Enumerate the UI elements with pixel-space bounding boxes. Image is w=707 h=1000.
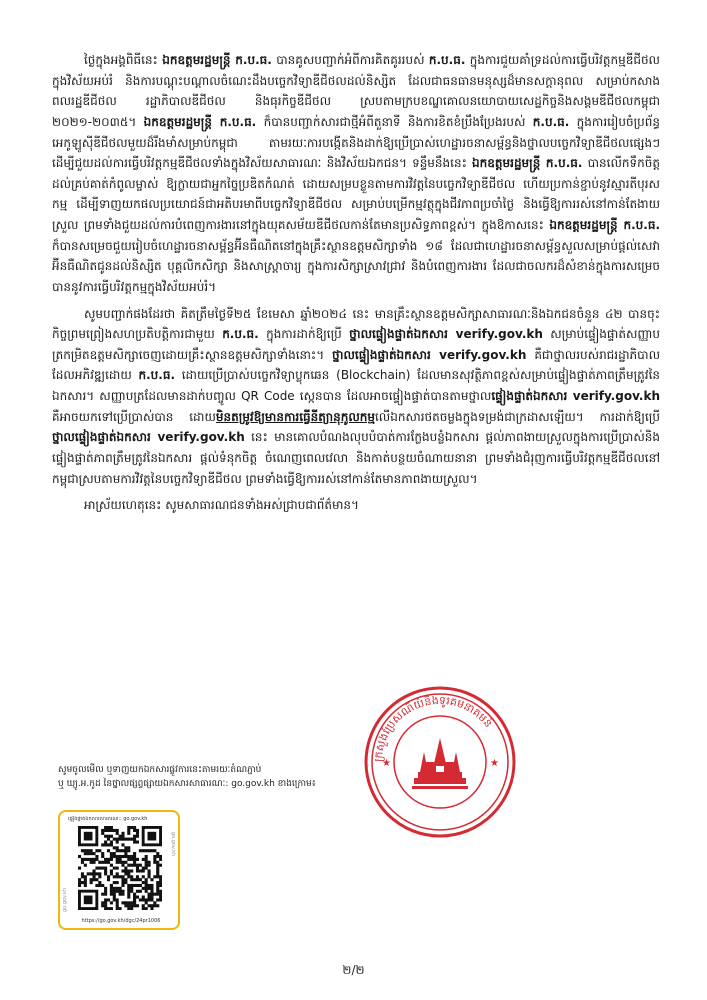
svg-text:★: ★ bbox=[490, 758, 499, 769]
bold-text-segment: ឯកឧត្តមរដ្ឋមន្ត្រី ក.ប.ធ. bbox=[162, 53, 272, 67]
bold-text-segment: មិនតម្រូវឱ្យមានការធ្វើនីត្យានុកូលកម្ម bbox=[215, 409, 375, 424]
bold-text-segment: ក.ប.ធ. bbox=[138, 368, 176, 383]
text-segment: ដោយប្រើប្រាស់បច្ចេកវិទ្យាប្លុកឆេន (Blockchain) ដែលមានសុវត្ថិភាពខ្ពស់សម្រាប់ផ្ទៀងផ្ទាត់ភាពត្រឹមត្រូវនៃឯកសារ។ សញ្ញាបត្រដែលមានដាក់បញ្ចូល QR Code ស្កេនបាន ដែលអាចផ្ទៀងផ្ទាត់បានតាមថ្នាល bbox=[52, 368, 660, 403]
bold-text-segment: ឯកឧត្តមរដ្ឋមន្ត្រី ក.ប.ធ. bbox=[549, 218, 660, 232]
text-segment: បានលើកទឹកចិត្តដល់គ្រប់គាត់កំពូលម្ចាស់ ឱ្យក្លាយជាអ្នកច្នៃប្រឌិតកំណត់ ដោយសម្របខ្លួនតាមការវិវត្តនៃបច្ចេកវិទ្យាឌីជីថល ហើយប្រកាន់ខ្ជាប់នូវស្មារតីបុរសកម្ម ដើម្បីទាញយកផលប្រយោជន៍ជាអតិបរមាពីបច្ចេកវិទ្យាឌីជីថល សម្រាប់បម្រើកម្មវត្ថុក្នុងជីវភាពប្រចាំថ្ងៃ និងធ្វើឱ្យការរស់នៅកាន់តែងាយស្រួល ព្រមទាំងជួយដល់ការបំពេញការងារនៅក្នុងយុគសម័យឌីជីថលកាន់តែមានប្រសិទ្ធភាពខ្ពស់។ ក្នុងឱកាសនេះ bbox=[52, 156, 660, 232]
seal-ring-text: ក្រសួងប្រៃសណីយ៍និងទូរគមនាគមន៍ bbox=[371, 693, 495, 763]
text-segment: នេះ មានគោលបំណងលុបបំបាត់ការក្លែងបន្លំឯកសារ ផ្ដល់ភាពងាយស្រួលក្នុងការប្រើប្រាស់និងផ្ទៀងផ្ទាត់ភាពត្រឹមត្រូវនៃឯកសារ ផ្ដល់ទំនុកចិត្ត ចំណេញពេលវេលា និងកាត់បន្ថយចំណាយនានា ព្រមទាំងជំរុញការធ្វើបរិវត្តកម្មឌីជីថលនៅកម្ពុជាស្របតាមការវិវត្តនៃបច្ចេកវិទ្យាឌីជីថល ព្រមទាំងធ្វើឱ្យការរស់នៅកាន់តែមានភាពងាយស្រួល។ bbox=[52, 430, 660, 486]
press-release-body bbox=[52, 50, 660, 528]
qr-url[interactable]: https://go.gov.kh/dgc/24pr1006 bbox=[81, 918, 161, 924]
bold-text-segment: ក.ប.ធ. bbox=[222, 327, 259, 342]
text-segment: គឺជាថ្នាលរបស់រាជរដ្ឋាភិបាល ដែលអភិវឌ្ឍដោយ bbox=[52, 347, 661, 383]
page-number: ២/២ bbox=[342, 963, 365, 977]
qr-caption: ផ្ទៀងផ្ទាត់ឯកសារសាធារណៈ: go.gov.kh bbox=[68, 816, 148, 822]
text-segment: ក្នុងការជួយគាំទ្រដល់ការធ្វើបរិវត្តកម្មឌីជីថលក្នុងវិស័យអប់រំ និងការបណ្ដុះបណ្ដាលចំណេះដឹងបច្ចេកវិទ្យាឌីជីថលដល់និស្សិត ដែលជាធនធានមនុស្សដ៏មានសក្តានុពល សម្រាប់កសាងពលរដ្ឋឌីជីថល រដ្ឋាភិបាលឌីជីថល និងធុរកិច្ចឌីជីថល ស្របតាមក្របខណ្ឌគោលនយោបាយសេដ្ឋកិច្ចនិងសង្គមឌីជីថលកម្ពុជា ២០២១-២០៣៥។ bbox=[52, 53, 660, 129]
bold-text-segment: ថ្នាលផ្ទៀងផ្ទាត់ឯកសារ verify.gov.kh bbox=[332, 347, 527, 362]
text-segment: លើឯកសារថតចម្លងក្នុងទម្រង់ជាក្រដាសឡើយ។ ការដាក់ឱ្យប្រើ bbox=[374, 409, 660, 424]
note-line: ឬ ឃ្យូ.អ.កូដ នៃថ្នាលផ្សព្វផ្សាយឯកសារសាធារណៈ: go.gov.kh ខាងក្រោម៖ bbox=[58, 778, 316, 789]
ministry-seal-icon bbox=[360, 682, 520, 842]
qr-side-label-right: go.gov.kh bbox=[170, 832, 176, 857]
qr-code-icon[interactable] bbox=[78, 826, 162, 910]
bold-text-segment: ថ្នាលផ្ទៀងផ្ទាត់ឯកសារ verify.gov.kh bbox=[52, 430, 245, 445]
text-segment: បានគូសបញ្ជាក់អំពីការគិតគូររបស់ bbox=[271, 53, 429, 67]
paragraph-ceremony bbox=[52, 50, 660, 298]
text-segment: សូមបញ្ជាក់ផងដែរថា គិតត្រឹមថ្ងៃទី២៥ ខែមេសា ឆ្នាំ២០២៤ នេះ មានគ្រឹះស្ថានឧត្តមសិក្សាសាធារណៈនិងឯកជនចំនួន ៤២ បានចុះកិច្ចព្រមព្រៀងសហប្រតិបត្តិការជាមួយ bbox=[52, 306, 660, 342]
bold-text-segment: ឯកឧត្តមរដ្ឋមន្ត្រី ក.ប.ធ. bbox=[143, 114, 257, 129]
closing-statement: អាស្រ័យហេតុនេះ សូមសាធារណជនទាំងអស់ជ្រាបជាព័ត៌មាន។ bbox=[84, 498, 359, 513]
text-segment: គឺអាចយកទៅប្រើប្រាស់បាន ដោយ bbox=[52, 409, 216, 424]
svg-text:★: ★ bbox=[382, 758, 391, 769]
bold-text-segment: ក.ប.ធ. bbox=[428, 53, 466, 67]
text-segment: ថ្ងៃក្នុងអង្គពិធីនេះ bbox=[84, 53, 163, 67]
bold-text-segment: ឯកឧត្តមរដ្ឋមន្ត្រី ក.ប.ធ. bbox=[472, 156, 583, 171]
text-segment: ក៏បានសម្រេចជួយរៀបចំហេដ្ឋារចនាសម្ព័ន្ធអ៊ីនធឺណិតនៅក្នុងគ្រឹះស្ថានឧត្តមសិក្សាទាំង ១៨ ដែលជាហេដ្ឋារចនាសម្ព័ន្ធសួលសម្រាប់ផ្ដល់សេវាអ៊ីនធឺណិតជូនដល់និស្សិត បុគ្គលិកសិក្សា និងសាស្ត្រាចារ្យ ក្នុងការសិក្សាស្រាវជ្រាវ និងបំពេញការងារ ដែលជាចលករដ៏សំខាន់ក្នុងការសម្រេចបាននូវការធ្វើបរិវត្តកម្មក្នុងវិស័យអប់រំ។ bbox=[52, 238, 660, 294]
bold-text-segment: ថ្នាលផ្ទៀងផ្ទាត់ឯកសារ verify.gov.kh bbox=[349, 327, 543, 342]
qr-code-card[interactable] bbox=[58, 810, 180, 930]
bold-text-segment: ផ្ទៀងផ្ទាត់ឯកសារ verify.gov.kh bbox=[491, 389, 660, 403]
qr-side-label-left: go.gov.kh bbox=[62, 887, 68, 912]
note-line: សូមចូលមើល ឬទាញយកឯកសារផ្លូវការនេះតាមរយៈតំណភ្ជាប់ bbox=[58, 765, 262, 775]
text-segment: សម្រាប់ផ្ទៀងផ្ទាត់សញ្ញាបត្រកម្រិតឧត្តមសិក្សាចេញដោយគ្រឹះស្ថានឧត្តមសិក្សាទាំងនោះ។ bbox=[52, 327, 661, 362]
svg-text:ក្រសួងប្រៃសណីយ៍និងទូរគមនាគមន៍ bbox=[372, 694, 496, 763]
bold-text-segment: ក.ប.ធ. bbox=[532, 114, 570, 129]
text-segment: ក្នុងការដាក់ឱ្យប្រើ bbox=[258, 327, 350, 342]
paragraph-verify-platform bbox=[52, 304, 660, 490]
download-note bbox=[58, 764, 378, 792]
text-segment: ក៏បានបញ្ជាក់សារជាថ្មីអំពីតួនាទី និងការខិតខំប្រឹងប្រែងរបស់ bbox=[256, 114, 533, 129]
text-segment: ក្នុងការរៀបចំប្រព័ន្ធអេកូឡូស៊ីឌីជីថលមួយដ៏រឹងមាំសម្រាប់កម្ពុជា តាមរយៈការបង្កើតនិងដាក់ឱ្យប្រើប្រាស់ហេដ្ឋារចនាសម្ព័ន្ធនិងថ្នាលបច្ចេកវិទ្យាឌីជីថលផ្សេងៗ ដើម្បីជួយដល់ការធ្វើបរិវត្តកម្មឌីជីថលទាំងក្នុងវិស័យសាធារណៈ និងវិស័យឯកជន។ ទន្ទឹមនឹងនេះ bbox=[52, 114, 661, 171]
